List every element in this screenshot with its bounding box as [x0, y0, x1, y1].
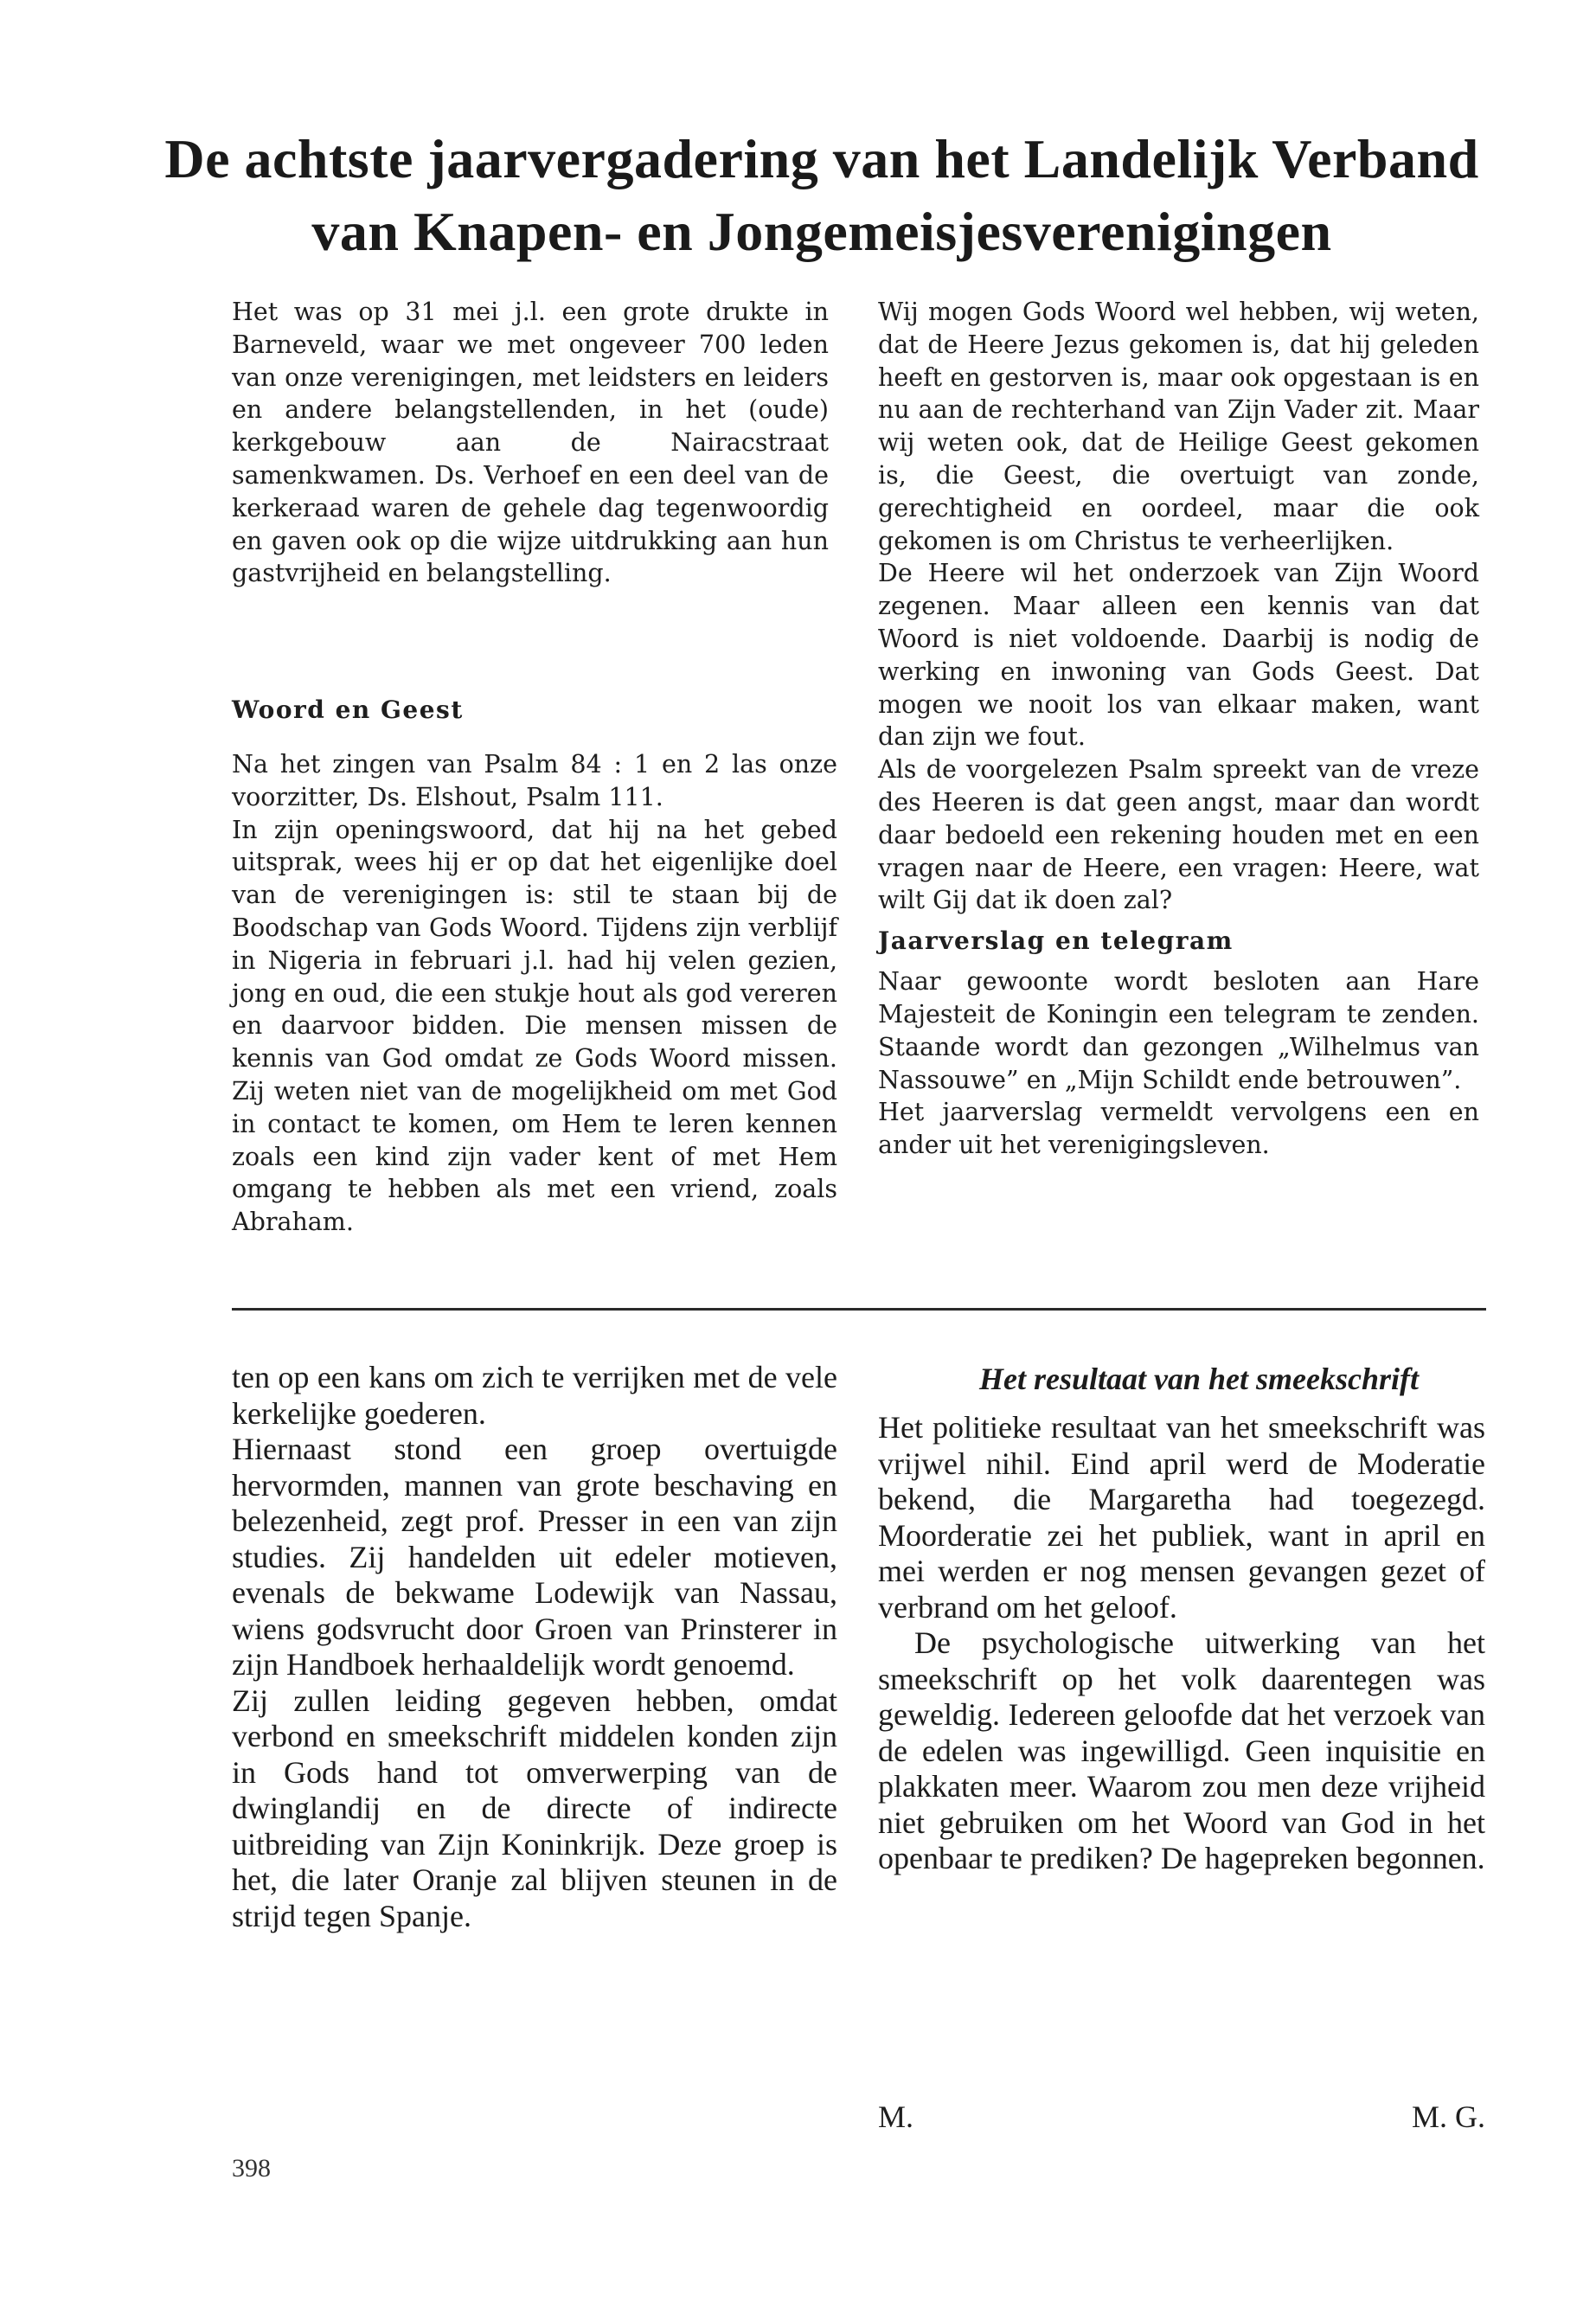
upper-right-column	[878, 296, 1479, 1162]
paragraph: Zij zullen leiding gegeven hebben, omdat verbond en smeekschrift middelen konden zijn in Gods hand tot omverwerping van de dwinglandij en de directe of indirecte uitbreiding van Zijn Koninkrijk. Deze groep is het, die later Oranje zal blijven steunen in de strijd tegen Spanje.	[232, 1682, 837, 1933]
paragraph: Naar gewoonte wordt besloten aan Hare Majesteit de Koningin een telegram te zenden. Staande wordt dan gezongen „Wilhelmus van Nassouwe” en „Mijn Schildt ende betrouwen”.	[878, 967, 1479, 1094]
subheading-resultaat: Het resultaat van het smeekschrift	[979, 1362, 1419, 1396]
upper-left-column	[232, 296, 829, 590]
horizontal-divider	[232, 1308, 1486, 1311]
paragraph: ten op een kans om zich te verrijken met de vele kerkelijke goederen.	[232, 1360, 837, 1431]
paragraph: Als de voorgelezen Psalm spreekt van de vreze des Heeren is dat geen angst, maar dan wordt daar bedoeld een rekening houden met en een vragen naar de Heere, een vragen: Heere, wat wilt Gij dat ik doen zal?	[878, 755, 1479, 915]
page-number: 398	[232, 2154, 271, 2182]
paragraph: Wij mogen Gods Woord wel hebben, wij weten, dat de Heere Jezus gekomen is, dat hij geleden heeft en gestorven is, maar ook opgestaan is en nu aan de rechterhand van Zijn Vader zit. Maar wij weten ook, dat de Heilige Geest gekomen is, die Geest, die overtuigt van zonde, gerechtigheid en oordeel, maar die ook gekomen is om Christus te verheerlijken.	[878, 298, 1479, 555]
intro-paragraph: Het was op 31 mei j.l. een grote drukte in Barneveld, waar we met ongeveer 700 leden van onze verenigingen, met leidsters en leiders en andere belangstellenden, in het (oude) kerkgebouw aan de Nairacstraat samenkwamen. Ds. Verhoef en een deel van de kerkeraad waren de gehele dag tegenwoordig en gaven ook op die wijze uitdrukking aan hun gastvrijheid en belangstelling.	[232, 298, 829, 588]
title-line-1: De achtste jaarvergadering van het Landelijk Verband	[164, 128, 1479, 189]
lower-left-column	[232, 1360, 837, 1934]
paragraph: In zijn openingswoord, dat hij na het gebed uitsprak, wees hij er op dat het eigenlijke doel van de verenigingen is: stil te staan bij de Boodschap van Gods Woord. Tijdens zijn verblijf in Nigeria in februari j.l. had hij velen gezien, jong en oud, die een stukje hout als god vereren en daarvoor bidden. Die mensen missen de kennis van God omdat ze Gods Woord missen. Zij weten niet van de mogelijkheid om met God in contact te komen, om Hem te leren kennen zoals een kind zijn vader kent of met Hem omgang te hebben als met een vriend, zoals Abraham.	[232, 815, 837, 1237]
paragraph: Het jaarverslag vermeldt vervolgens een en ander uit het verenigingsleven.	[878, 1098, 1479, 1160]
signature-right: M. G.	[1411, 2099, 1485, 2134]
article-title	[130, 123, 1514, 268]
paragraph: De Heere wil het onderzoek van Zijn Woord zegenen. Maar alleen een kennis van dat Woord is niet voldoende. Daarbij is nodig de werking en inwoning van Gods Geest. Dat mogen we nooit los van elkaar maken, want dan zijn we fout.	[878, 559, 1479, 752]
paragraph: De psychologische uitwerking van het smeekschrift op het volk daarentegen was geweldig. Iedereen geloofde dat het verzoek van de edelen was ingewilligd. Geen inquisitie en plakkaten meer. Waarom zou men deze vrijheid niet gebruiken om het Woord van God in het openbaar te prediken? De hagepreken begonnen.	[878, 1625, 1485, 1875]
paragraph: Het politieke resultaat van het smeekschrift was vrijwel nihil. Eind april werd de Moderatie bekend, die Margaretha had toegezegd. Moorderatie zei het publiek, want in april en mei werden er nog mensen gevangen gezet of verbrand om het geloof.	[878, 1410, 1485, 1625]
paragraph: Hiernaast stond een groep overtuigde hervormden, mannen van grote beschaving en belezenheid, zegt prof. Presser in een van zijn studies. Zij handelden uit edeler motieven, evenals de bekwame Lodewijk van Nassau, wiens godsvrucht door Groen van Prinsterer in zijn Handboek herhaaldelijk wordt genoemd.	[232, 1432, 837, 1682]
upper-left-lower-column	[232, 695, 837, 1239]
title-line-2: van Knapen- en Jongemeisjesverenigingen	[311, 201, 1332, 262]
signature-left: M.	[878, 2099, 914, 2134]
section-heading-woord-en-geest: Woord en Geest	[232, 695, 464, 724]
lower-right-column	[878, 1360, 1485, 1877]
paragraph: Na het zingen van Psalm 84 : 1 en 2 las onze voorzitter, Ds. Elshout, Psalm 111.	[232, 750, 837, 811]
section-heading-jaarverslag: Jaarverslag en telegram	[878, 926, 1234, 956]
